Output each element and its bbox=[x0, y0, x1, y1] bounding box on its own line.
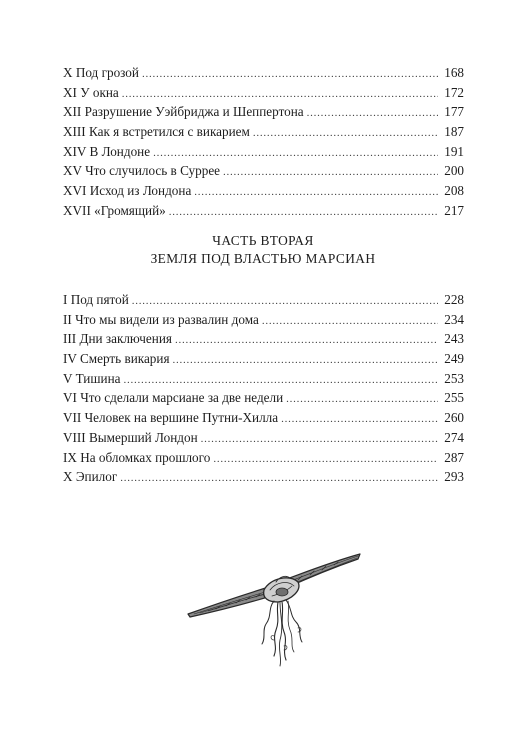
toc-entry[interactable] bbox=[63, 349, 464, 369]
toc-entry[interactable] bbox=[63, 63, 464, 83]
table-of-contents-part-one bbox=[63, 63, 464, 221]
toc-entry-page: 260 bbox=[444, 410, 464, 426]
toc-entry[interactable] bbox=[63, 467, 464, 487]
toc-entry[interactable] bbox=[63, 290, 464, 310]
toc-entry-page: 191 bbox=[444, 143, 464, 159]
toc-entry[interactable] bbox=[63, 142, 464, 162]
toc-entry-page: 172 bbox=[444, 84, 464, 100]
toc-entry-page: 293 bbox=[444, 469, 464, 485]
toc-entry[interactable] bbox=[63, 310, 464, 330]
toc-entry-page: 168 bbox=[444, 65, 464, 80]
martian-flying-machine-icon bbox=[186, 550, 366, 670]
toc-entry[interactable] bbox=[63, 181, 464, 201]
toc-entry-title: XV Что случилось в Суррее bbox=[63, 161, 223, 181]
toc-entry[interactable] bbox=[63, 122, 464, 142]
part-title: ЗЕМЛЯ ПОД ВЛАСТЬЮ МАРСИАН bbox=[150, 251, 376, 266]
toc-entry-title: VI Что сделали марсиане за две недели bbox=[63, 388, 286, 408]
toc-entry[interactable] bbox=[63, 83, 464, 103]
toc-entry-title: VII Человек на вершине Путни-Хилла bbox=[63, 408, 281, 428]
toc-entry-title: IX На обломках прошлого bbox=[63, 448, 213, 468]
toc-entry-page: 287 bbox=[444, 449, 464, 465]
toc-entry-title: VIII Вымерший Лондон bbox=[63, 428, 201, 448]
toc-entry[interactable] bbox=[63, 102, 464, 122]
toc-entry-title: XI У окна bbox=[63, 83, 122, 103]
toc-entry[interactable] bbox=[63, 408, 464, 428]
toc-entry-page: 249 bbox=[444, 351, 464, 367]
toc-entry-page: 255 bbox=[444, 390, 464, 406]
toc-entry[interactable] bbox=[63, 428, 464, 448]
toc-entry-title: III Дни заключения bbox=[63, 329, 175, 349]
toc-entry-title: XVI Исход из Лондона bbox=[63, 181, 194, 201]
toc-entry-title: IV Смерть викария bbox=[63, 349, 173, 369]
toc-entry-page: 243 bbox=[444, 331, 464, 347]
toc-entry-title: XVII «Громящий» bbox=[63, 201, 169, 221]
toc-entry-title: XIV В Лондоне bbox=[63, 142, 153, 162]
toc-entry-title: I Под пятой bbox=[63, 290, 132, 310]
toc-entry[interactable] bbox=[63, 388, 464, 408]
toc-entry-page: 253 bbox=[444, 370, 464, 386]
toc-entry[interactable] bbox=[63, 448, 464, 468]
toc-entry-page: 217 bbox=[444, 202, 464, 218]
toc-entry-page: 234 bbox=[444, 311, 464, 327]
part-label: ЧАСТЬ ВТОРАЯ bbox=[212, 233, 314, 248]
toc-entry-page: 228 bbox=[444, 292, 464, 307]
toc-entry[interactable] bbox=[63, 329, 464, 349]
toc-entry-title: XII Разрушение Уэйбриджа и Шеппертона bbox=[63, 102, 307, 122]
table-of-contents-part-two bbox=[63, 290, 464, 487]
toc-entry-title: X Эпилог bbox=[63, 467, 120, 487]
toc-entry-page: 187 bbox=[444, 124, 464, 140]
toc-entry[interactable] bbox=[63, 369, 464, 389]
toc-entry-page: 274 bbox=[444, 429, 464, 445]
toc-entry[interactable] bbox=[63, 161, 464, 181]
toc-entry-title: II Что мы видели из развалин дома bbox=[63, 310, 262, 330]
toc-entry-title: V Тишина bbox=[63, 369, 124, 389]
toc-entry-page: 208 bbox=[444, 183, 464, 199]
toc-entry-page: 200 bbox=[444, 163, 464, 179]
toc-entry-title: X Под грозой bbox=[63, 63, 142, 83]
toc-entry-title: XIII Как я встретился с викарием bbox=[63, 122, 253, 142]
dot-leader bbox=[120, 469, 438, 489]
toc-entry[interactable] bbox=[63, 201, 464, 221]
dot-leader bbox=[169, 203, 438, 223]
toc-entry-page: 177 bbox=[444, 104, 464, 120]
